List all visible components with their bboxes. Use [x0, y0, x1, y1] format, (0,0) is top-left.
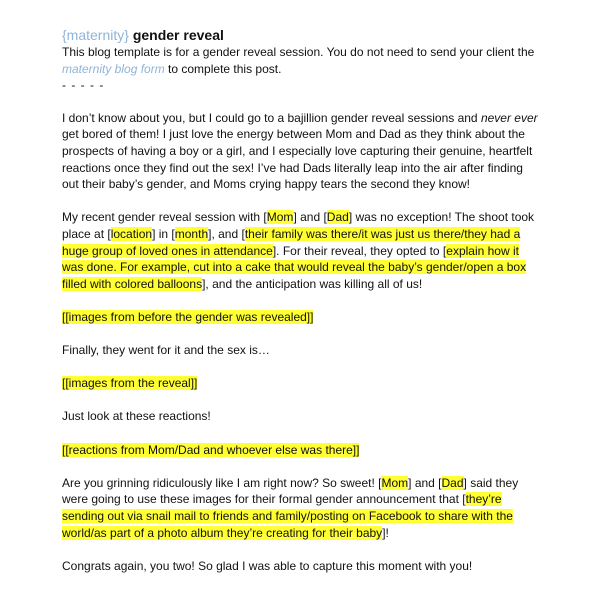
intro-paragraph [62, 44, 540, 77]
paragraph-5 [62, 475, 540, 541]
image-placeholder-reactions [62, 442, 540, 459]
p2-text-6: ]. For their reveal, they opted to [ [272, 243, 447, 258]
p2-text-3: ] was no exception! The shoot took place at [ [62, 210, 535, 241]
maternity-blog-form-link[interactable]: maternity blog form [62, 61, 165, 76]
p2-text-5: ], and [ [208, 226, 245, 241]
paragraph-4: Just look at these reactions! [62, 409, 211, 424]
p5-text-1: Are you grinning ridiculously like I am right now? So sweet! [ [62, 475, 382, 490]
p2-text-1: My recent gender reveal session with [ [62, 210, 267, 225]
document-body [62, 26, 540, 591]
paragraph-1 [62, 110, 540, 193]
placeholder-dad: Dad [326, 210, 349, 225]
title-text: gender reveal [132, 27, 224, 43]
placeholder-mom-2: Mom [381, 475, 409, 490]
placeholder-reactions: [[reactions from Mom/Dad and whoever else was there]] [62, 442, 360, 457]
placeholder-images-before: [[images from before the gender was revealed]] [62, 309, 314, 324]
placeholder-explain: explain how it was done. For example, cut into a cake that would reveal the baby’s gender/open a box filled with colored balloons [62, 243, 527, 291]
paragraph-2 [62, 209, 540, 292]
paragraph-6: Congrats again, you two! So glad I was able to capture this moment with you! [62, 558, 473, 573]
p5-text-2: ] and [ [408, 475, 442, 490]
placeholder-family: their family was there/it was just us there/they had a huge group of loved ones in attendance [62, 226, 521, 258]
p5-text-4: ]! [382, 525, 389, 540]
placeholder-month: month [174, 226, 209, 241]
p1-text-b: get bored of them! I just love the energy between Mom and Dad as they think about the prospects of having a boy or a girl, and I especially love capturing their genuine, heartfelt reactions once they find out the sex! I’ve had Dads literally leap into the air after finding out their baby’s gender, and Moms crying happy tears the second they know! [62, 127, 533, 192]
p2-text-2: ] and [ [293, 210, 327, 225]
p1-text-a: I don’t know about you, but I could go to a bajillion gender reveal sessions and [62, 110, 481, 125]
p1-emphasis: never ever [480, 110, 538, 125]
p2-text-4: ] in [ [152, 226, 175, 241]
placeholder-location: location [110, 226, 153, 241]
image-placeholder-before [62, 309, 540, 326]
placeholder-images-reveal: [[images from the reveal]] [62, 376, 198, 391]
paragraph-3: Finally, they went for it and the sex is… [62, 343, 270, 358]
p5-text-3: ] said they were going to use these images for their formal gender announcement that [ [62, 475, 519, 507]
image-placeholder-reveal [62, 375, 540, 392]
title-tag: {maternity} [62, 27, 129, 43]
placeholder-mom: Mom [266, 210, 294, 225]
intro-text-2: to complete this post. [164, 61, 282, 76]
document-title [62, 26, 540, 44]
intro-text-1: This blog template is for a gender reveal session. You do not need to send your client the [62, 45, 535, 59]
p2-text-7: ], and the anticipation was killing all of us! [202, 276, 423, 291]
placeholder-dad-2: Dad [441, 475, 464, 490]
placeholder-announcement: they’re sending out via snail mail to friends and family/posting on Facebook to share with the world/as part of a photo album they’re creating for their baby [62, 492, 513, 540]
divider-dashes: - - - - - [62, 78, 105, 93]
